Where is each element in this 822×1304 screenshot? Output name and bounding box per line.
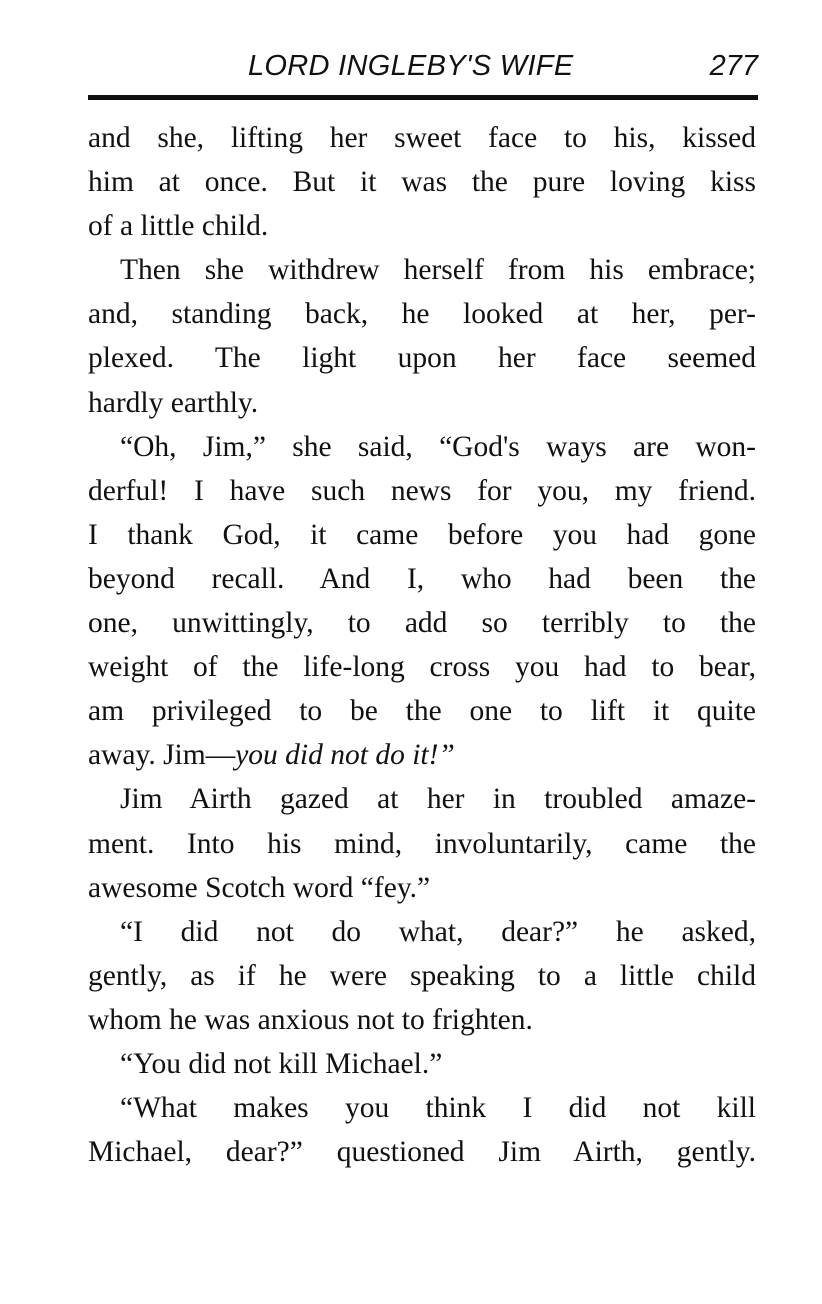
text-line: awesome Scotch word “fey.”: [88, 871, 431, 904]
text-line: derful! I have such news for you, my friend.: [88, 474, 756, 507]
text-line: beyond recall. And I, who had been the: [88, 562, 756, 595]
text-line: Then she withdrew herself from his embrace;: [120, 254, 756, 287]
text-line: ment. Into his mind, involuntarily, came the: [88, 827, 756, 860]
paragraph: [88, 425, 756, 778]
text-line: of a little child.: [88, 210, 269, 243]
text-line: Jim Airth gazed at her in troubled amaze-: [120, 783, 756, 816]
body-text: [88, 116, 756, 1174]
text-line: “Oh, Jim,” she said, “God's ways are won-: [120, 430, 756, 463]
page-number: 277: [709, 50, 758, 82]
text-line: [88, 733, 756, 777]
text-line: and she, lifting her sweet face to his, kissed: [88, 122, 756, 154]
text-line: him at once. But it was the pure loving kiss: [88, 166, 756, 199]
text-line: “I did not do what, dear?” he asked,: [120, 915, 756, 948]
paragraph: [88, 1042, 756, 1086]
text-line: gently, as if he were speaking to a little child: [88, 959, 756, 992]
paragraph: [88, 1086, 756, 1174]
text-line: weight of the life-long cross you had to bear,: [88, 651, 756, 684]
header-rule: [88, 95, 758, 100]
text-line: plexed. The light upon her face seemed: [88, 342, 756, 375]
paragraph: [88, 777, 756, 909]
text-line: I thank God, it came before you had gone: [88, 518, 756, 551]
running-title: LORD INGLEBY'S WIFE: [248, 50, 574, 82]
text-line: hardly earthly.: [88, 386, 259, 419]
text-line: and, standing back, he looked at her, per-: [88, 298, 756, 331]
text-line: Michael, dear?” questioned Jim Airth, gently.: [88, 1136, 756, 1169]
paragraph: [88, 248, 756, 424]
text-line: “What makes you think I did not kill: [120, 1092, 756, 1125]
paragraph: [88, 116, 756, 248]
text-line: “You did not kill Michael.”: [120, 1047, 443, 1080]
italic-text-segment: you did not do it!”: [235, 739, 455, 772]
text-line: whom he was anxious not to frighten.: [88, 1003, 533, 1036]
running-head: [88, 44, 758, 88]
text-segment: away. Jim—: [88, 739, 236, 772]
paragraph: [88, 910, 756, 1042]
text-line: am privileged to be the one to lift it quite: [88, 695, 756, 728]
text-line: one, unwittingly, to add so terribly to the: [88, 607, 756, 640]
